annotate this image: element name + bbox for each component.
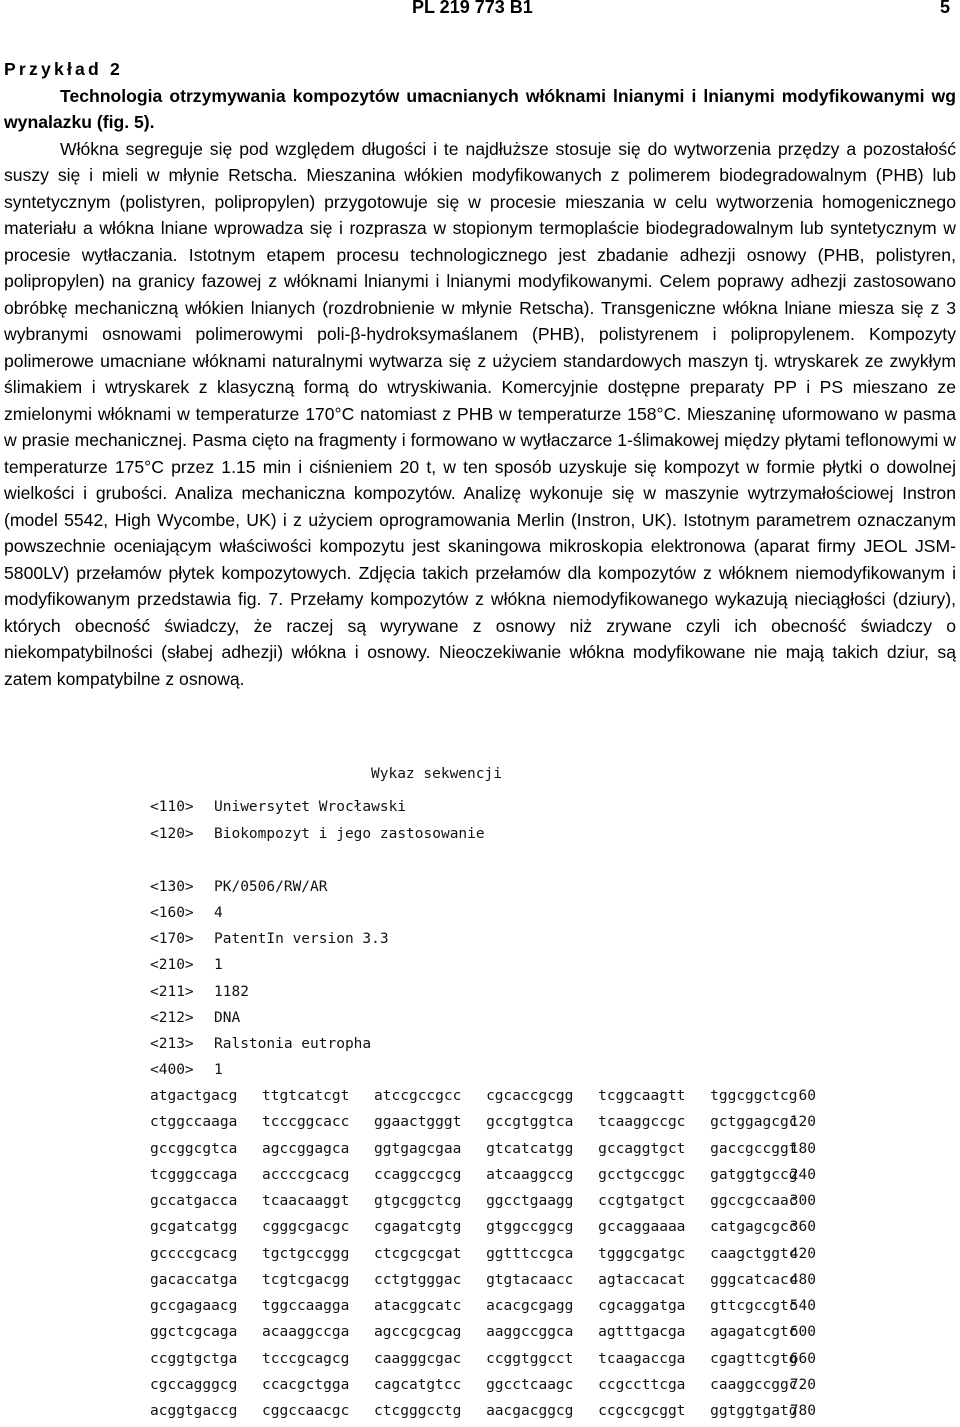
sequence-row <box>150 1324 816 1348</box>
example-heading: Przykład 2 <box>4 59 124 79</box>
sequence-row <box>150 1403 816 1427</box>
sequence-nucleotides: acggtgaccg cggccaacgc ctcgggcctg aacgacggcg ccgccgcggt ggtggtgatg <box>150 1403 798 1419</box>
sequence-nucleotides: gacaccatga tcgtcgacgg cctgtgggac gtgtacaacc agtaccacat gggcatcacc <box>150 1271 798 1288</box>
sequence-nucleotides: gcgatcatgg cgggcgacgc cgagatcgtg gtggccggcg gccaggaaaa catgagcgcc <box>150 1219 798 1236</box>
sequence-position: 480 <box>789 1271 816 1288</box>
sequence-position: 240 <box>789 1166 816 1183</box>
sequence-nucleotides: ctggccaaga tcccggcacc ggaactgggt gccgtggtca tcaaggccgc gctggagcgc <box>150 1114 798 1131</box>
page-number: 5 <box>939 0 950 17</box>
sequence-row <box>150 1272 816 1296</box>
sequence-field-tag: <120> <box>150 826 194 842</box>
page-header <box>0 0 960 26</box>
sequence-field-value: 1 <box>214 957 223 973</box>
sequence-nucleotides: gccatgacca tcaacaaggt gtgcggctcg ggcctgaagg ccgtgatgct ggccgccaac <box>150 1193 798 1209</box>
sequence-row <box>150 1114 816 1138</box>
sequence-row <box>150 1167 816 1191</box>
sequence-field-tag: <210> <box>150 957 194 973</box>
sequence-field-tag: <130> <box>150 879 194 895</box>
sequence-position: 660 <box>789 1350 816 1367</box>
sequence-position: 60 <box>798 1088 816 1104</box>
sequence-row <box>150 1377 816 1401</box>
example-title: Technologia otrzymywania kompozytów umacnianych włóknami lnianymi i lnianymi modyfikowanymi wg wynalazku (fig. 5). <box>4 85 956 132</box>
sequence-field-value: PK/0506/RW/AR <box>214 879 328 895</box>
sequence-row <box>150 1351 816 1375</box>
sequence-row <box>150 1141 816 1165</box>
sequence-field-value: Uniwersytet Wrocławski <box>214 799 407 815</box>
sequence-field-value: PatentIn version 3.3 <box>214 931 389 947</box>
sequence-field-value: DNA <box>214 1010 241 1026</box>
sequence-row <box>150 1088 816 1112</box>
sequence-field-value: Biokompozyt i jego zastosowanie <box>214 826 485 842</box>
sequence-field-value: 1182 <box>214 984 249 1000</box>
sequence-field-value: 1 <box>214 1062 223 1078</box>
sequence-position: 300 <box>789 1193 816 1209</box>
sequence-position: 420 <box>789 1245 816 1262</box>
sequence-nucleotides: atgactgacg ttgtcatcgt atccgccgcc cgcaccgcgg tcggcaagtt tggcggctcg <box>150 1088 798 1104</box>
sequence-field-tag: <212> <box>150 1010 194 1026</box>
sequence-row <box>150 1298 816 1322</box>
sequence-position: 600 <box>789 1324 816 1341</box>
patent-number: PL 219 773 B1 <box>412 0 533 17</box>
sequence-position: 720 <box>789 1376 816 1393</box>
sequence-nucleotides: gccggcgtca agccggagca ggtgagcgaa gtcatcatgg gccaggtgct gaccgccggt <box>150 1140 798 1157</box>
sequence-nucleotides: ccggtgctga tcccgcagcg caagggcgac ccggtggcct tcaagaccga cgagttcgtg <box>150 1350 798 1367</box>
document-body <box>4 56 956 692</box>
sequence-field-tag: <160> <box>150 905 194 921</box>
sequence-field-value: Ralstonia eutropha <box>214 1036 372 1052</box>
sequence-field-value: 4 <box>214 905 223 921</box>
sequence-position: 120 <box>789 1114 816 1131</box>
sequence-row <box>150 1193 816 1217</box>
sequence-nucleotides: cgccagggcg ccacgctgga cagcatgtcc ggcctcaagc ccgccttcga caaggccggc <box>150 1376 798 1393</box>
sequence-position: 360 <box>789 1219 816 1236</box>
sequence-field-tag: <110> <box>150 799 194 815</box>
sequence-field-tag: <211> <box>150 984 194 1000</box>
example-paragraph: Włókna segreguje się pod względem długości i te najdłuższe stosuje się do wytworzenia przędzy a pozostałość suszy się i mieli w młynie Retscha. Mieszanina włókien modyfikowanych z polimerem biodegradowalnym (PHB) lub syntetycznym (polistyren, polipropylen) przygotowuje się w procesie mieszania w celu wytworzenia homogenicznego materiału a włókna lniane wprowadza się i rozprasza w stopionym termoplaście biodegradowalnym lub syntetycznym w procesie wytłaczania. Istotnym etapem procesu technologicznego jest zbadanie adhezji osnowy (PHB, polistyren, polipropylen) na granicy fazowej z włóknami lnianymi i lnianymi modyfikowanymi. Celem poprawy adhezji zastosowano obróbkę mechaniczną włókien lnianych (rozdrobnienie w młynie Retscha). Transgeniczne włókna lniane miesza się z 3 wybranymi osnowami polimerowymi poli-β-hydroksymaślanem (PHB), polistyrenem i polipropylenem. Kompozyty polimerowe umacniane włóknami naturalnymi wytwarza się z użyciem standardowych maszyn tj. wtryskarek ze zwykłym ślimakiem i wtryskarek z klasyczną formą do wtryskiwania. Komercyjnie dostępne preparaty PP i PS mieszano ze zmielonymi włóknami w temperaturze 170°C natomiast z PHB w temperaturze 158°C. Mieszaninę uformowano w pasma w prasie mechanicznej. Pasma cięto na fragmenty i formowano w wytłaczarce 1-ślimakowej między płytami teflonowymi w temperaturze 175°C przez 1.15 min i ciśnieniem 20 t, w ten sposób uzyskuje się kompozyt w formie płytki o dowolnej wielkości i grubości. Analiza mechaniczna kompozytów. Analizę wykonuje się w maszynie wytrzymałościowej Instron (model 5542, High Wycombe, UK) i z użyciem oprogramowania Merlin (Instron, UK). Istotnym parametrem oznaczanym powszechnie oceniającym właściwości kompozytu jest skaningowa mikroskopia elektronowa (aparat firmy JEOL JSM-5800LV) przełamów płytek kompozytowych. Zdjęcia takich przełamów dla kompozytów z włóknem niemodyfikowanym i modyfikowanym przedstawia fig. 7. Przełamy kompozytów z włókna niemodyfikowanego wykazują nieciągłości (dziury), których obecność świadczy, że raczej są wyrywane z osnowy niż zrywane czyli ich obecność świadczy o niekompatybilności (słabej adhezji) włókna i osnowy. Nieoczekiwanie włókna modyfikowane nie mają takich dziur, są zatem kompatybilne z osnową. <box>4 138 956 689</box>
sequence-nucleotides: gccgagaacg tggccaagga atacggcatc acacgcgagg cgcaggatga gttcgccgtc <box>150 1298 798 1314</box>
sequence-listing-title: Wykaz sekwencji <box>371 766 502 782</box>
sequence-row <box>150 1219 816 1243</box>
sequence-row <box>150 1246 816 1270</box>
sequence-nucleotides: ggctcgcaga acaaggccga agccgcgcag aaggccggca agtttgacga agagatcgtc <box>150 1324 798 1341</box>
sequence-field-tag: <170> <box>150 931 194 947</box>
sequence-nucleotides: gccccgcacg tgctgccggg ctcgcgcgat ggtttccgca tgggcgatgc caagctggtc <box>150 1245 798 1262</box>
sequence-position: 780 <box>789 1403 816 1419</box>
sequence-position: 540 <box>789 1298 816 1314</box>
sequence-nucleotides: tcgggccaga accccgcacg ccaggccgcg atcaaggccg gcctgccggc gatggtgccg <box>150 1166 798 1183</box>
sequence-field-tag: <400> <box>150 1062 194 1078</box>
sequence-field-tag: <213> <box>150 1036 194 1052</box>
sequence-position: 180 <box>789 1140 816 1157</box>
